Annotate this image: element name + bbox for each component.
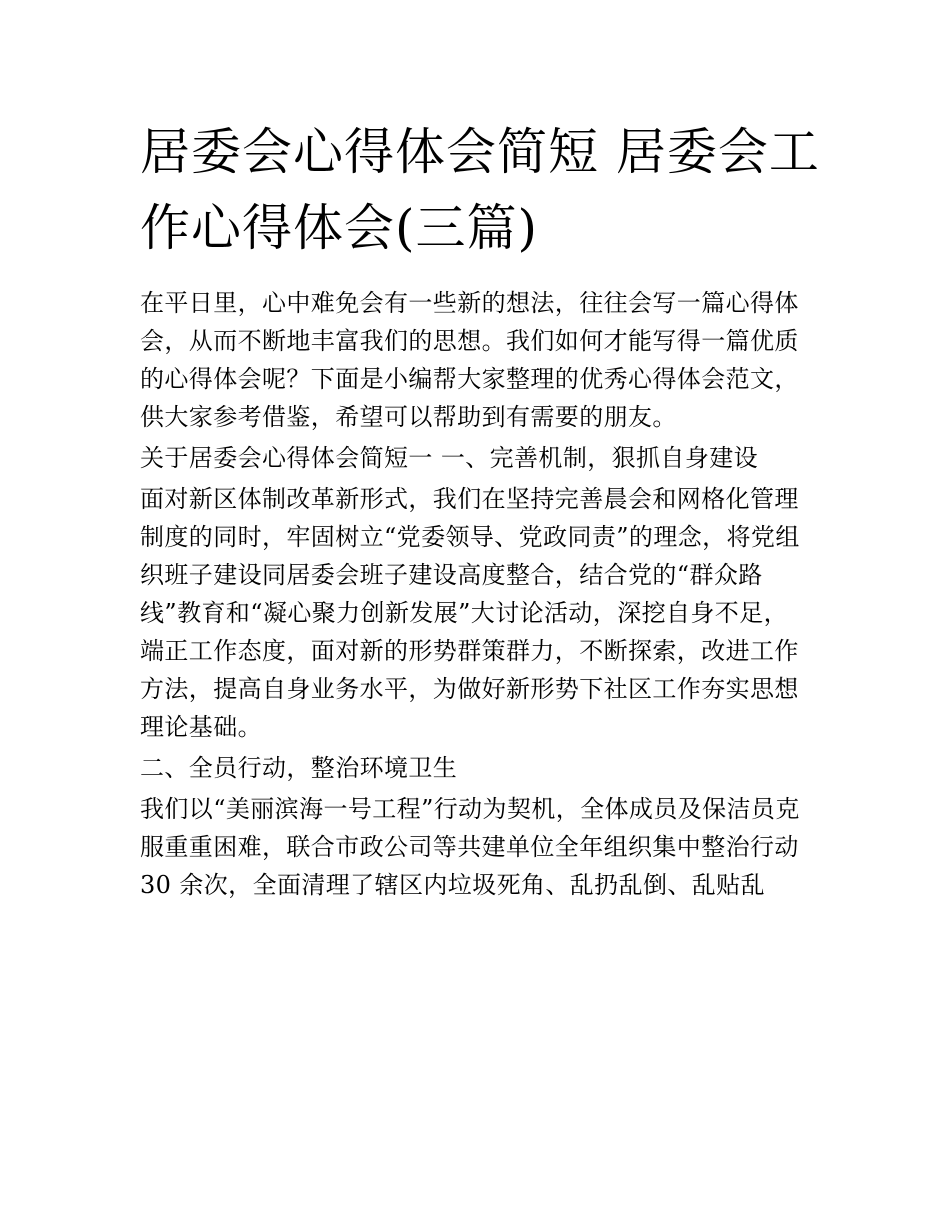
text-line: 服重重困难，联合市政公司等共建单位全年组织集中整治行动: [140, 833, 799, 861]
text-line: 理论基础。: [140, 713, 262, 741]
text-line: 的心得体会呢？下面是小编帮大家整理的优秀心得体会范文，: [140, 365, 799, 393]
body-paragraph-two: [140, 790, 815, 904]
text-line: 供大家参考借鉴，希望可以帮助到有需要的朋友。: [140, 403, 677, 431]
text-line: 织班子建设同居委会班子建设高度整合，结合党的“群众路: [140, 561, 763, 589]
section-heading-one: [140, 439, 815, 477]
body-paragraph-one: [140, 480, 815, 746]
document-page: [140, 114, 820, 907]
intro-paragraph: [140, 284, 815, 436]
text-line: 线”教育和“凝心聚力创新发展”大讨论活动，深挖自身不足，: [140, 599, 789, 627]
title-line: 作心得体会(三篇): [140, 199, 539, 257]
title-line: 居委会心得体会简短 居委会工: [140, 123, 820, 181]
section-heading-two: [140, 749, 815, 787]
text-line: 制度的同时，牢固树立“党委领导、党政同责”的理念，将党组: [140, 523, 800, 551]
text-line: 面对新区体制改革新形式，我们在坚持完善晨会和网格化管理: [140, 485, 799, 513]
text-line: 30 余次，全面清理了辖区内垃圾死角、乱扔乱倒、乱贴乱: [140, 871, 765, 899]
document-title: [140, 114, 820, 266]
text-line: 二、全员行动，整治环境卫生: [140, 754, 458, 782]
text-line: 端正工作态度，面对新的形势群策群力，不断探索，改进工作: [140, 637, 799, 665]
text-line: 方法，提高自身业务水平，为做好新形势下社区工作夯实思想: [140, 675, 799, 703]
text-line: 在平日里，心中难免会有一些新的想法，往往会写一篇心得体: [140, 289, 799, 317]
text-line: 关于居委会心得体会简短一 一、完善机制，狠抓自身建设: [140, 444, 759, 472]
text-line: 会，从而不断地丰富我们的思想。我们如何才能写得一篇优质: [140, 327, 799, 355]
text-line: 我们以“美丽滨海一号工程”行动为契机，全体成员及保洁员克: [140, 795, 800, 823]
